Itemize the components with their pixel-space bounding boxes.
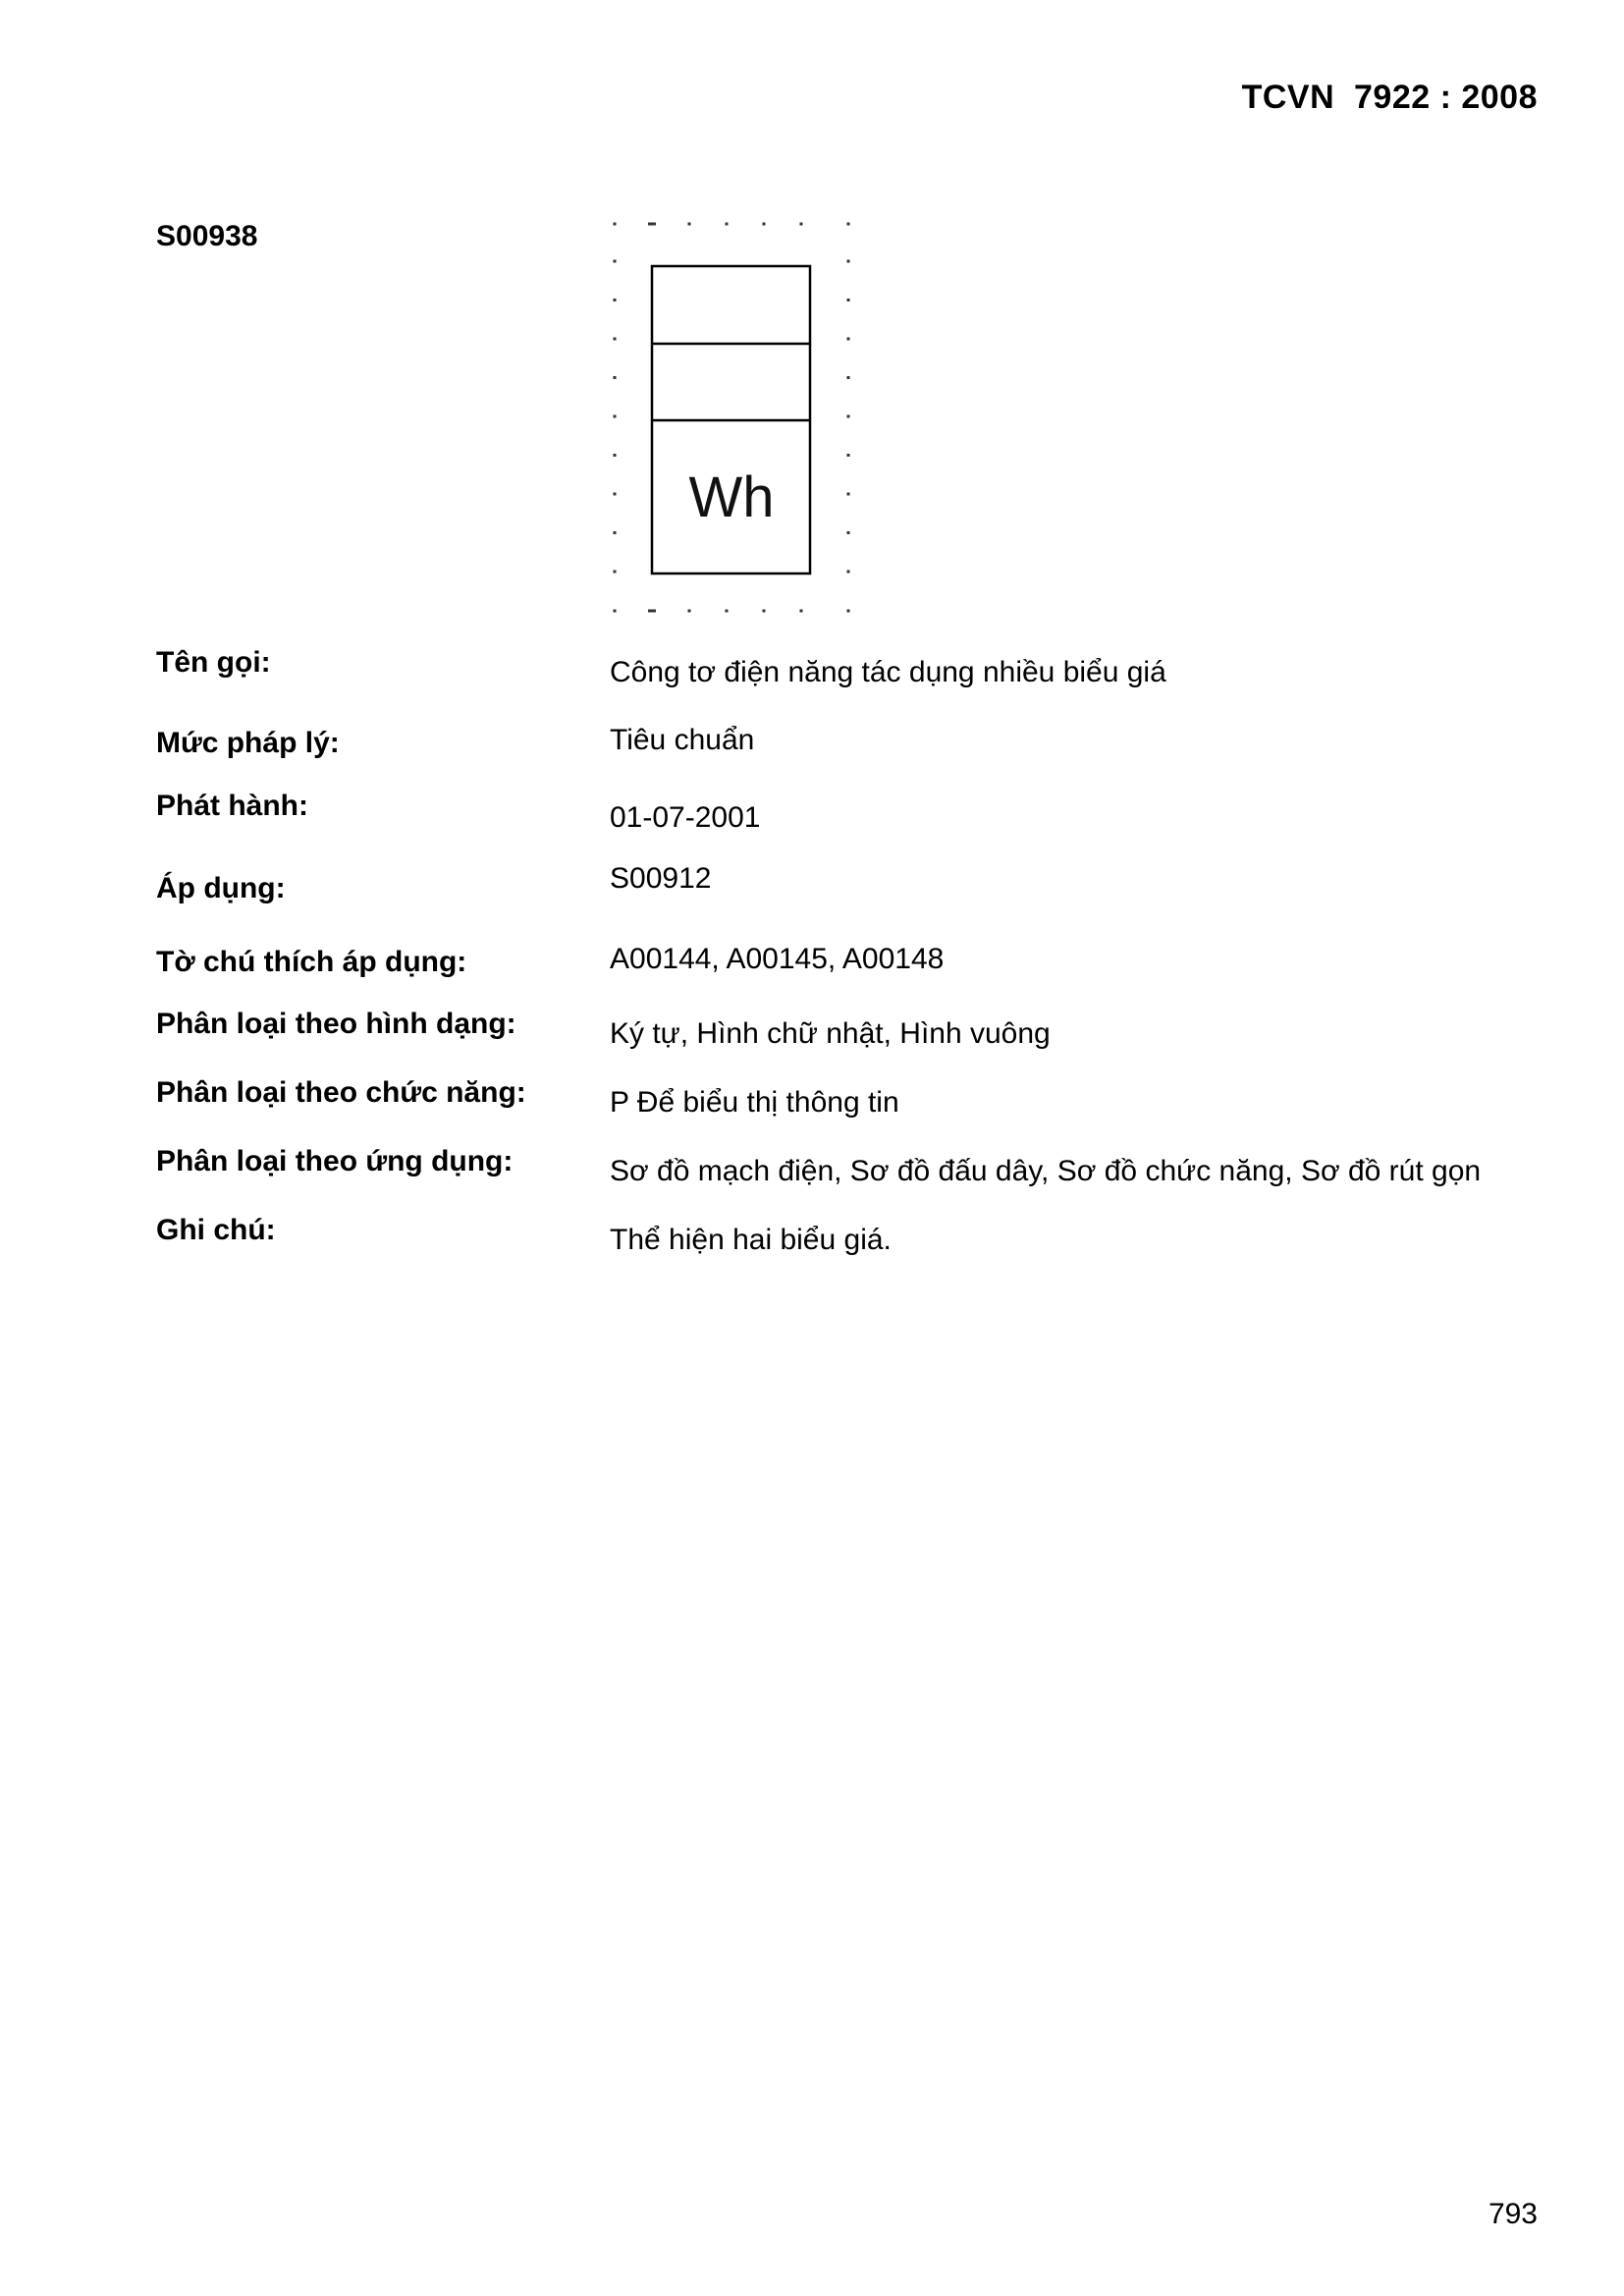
standard-code: TCVN 7922 : 2008 xyxy=(1241,79,1538,116)
grid-dot xyxy=(614,571,617,574)
property-value: Ký tự, Hình chữ nhật, Hình vuông xyxy=(610,1017,1051,1050)
grid-dot xyxy=(847,376,850,379)
property-label: Áp dụng: xyxy=(156,872,286,904)
grid-dot xyxy=(847,493,850,496)
grid-dot xyxy=(847,454,850,457)
property-label: Phân loại theo ứng dụng: xyxy=(156,1145,514,1177)
grid-dot xyxy=(847,338,850,341)
grid-dot xyxy=(847,571,850,574)
property-label: Ghi chú: xyxy=(156,1214,276,1246)
page-number: 793 xyxy=(1488,2198,1538,2230)
grid-dot xyxy=(614,415,617,418)
grid-dot xyxy=(847,223,850,226)
property-label: Phân loại theo hình dạng: xyxy=(156,1008,516,1040)
watt-hour-meter-symbol xyxy=(601,208,866,621)
meter-unit-label: Wh xyxy=(688,465,775,529)
grid-dot xyxy=(648,610,656,613)
grid-dot xyxy=(847,415,850,418)
grid-dot xyxy=(614,338,617,341)
grid-dot xyxy=(763,610,766,613)
grid-dot xyxy=(726,223,729,226)
grid-dot xyxy=(726,610,729,613)
grid-dot xyxy=(614,376,617,379)
property-value: Sơ đồ mạch điện, Sơ đồ đấu dây, Sơ đồ chức năng, Sơ đồ rút gọn xyxy=(610,1155,1482,1187)
property-label: Phân loại theo chức năng: xyxy=(156,1076,526,1109)
property-value: P Để biểu thị thông tin xyxy=(610,1086,899,1119)
property-value: A00144, A00145, A00148 xyxy=(610,943,945,975)
property-value: 01-07-2001 xyxy=(610,801,761,834)
grid-dot xyxy=(614,223,617,226)
grid-dot xyxy=(847,531,850,534)
property-label: Tờ chú thích áp dụng: xyxy=(156,946,467,978)
property-value: Thể hiện hai biểu giá. xyxy=(610,1224,892,1256)
grid-dot xyxy=(800,223,803,226)
grid-dot xyxy=(847,610,850,613)
grid-dot xyxy=(800,610,803,613)
grid-dot xyxy=(763,223,766,226)
property-value: S00912 xyxy=(610,862,712,895)
property-value: Công tơ điện năng tác dụng nhiều biểu giá xyxy=(610,656,1166,688)
grid-dot xyxy=(614,610,617,613)
property-label: Tên gọi: xyxy=(156,646,271,679)
grid-dot xyxy=(614,260,617,263)
grid-dot xyxy=(648,223,656,226)
property-label: Phát hành: xyxy=(156,790,308,822)
grid-dot xyxy=(614,299,617,301)
grid-dot xyxy=(614,531,617,534)
grid-dot xyxy=(688,610,691,613)
symbol-figure xyxy=(601,208,866,621)
grid-dot xyxy=(614,493,617,496)
grid-dot xyxy=(847,299,850,301)
grid-dot xyxy=(847,260,850,263)
grid-dot xyxy=(688,223,691,226)
grid-dots xyxy=(614,223,850,613)
property-value: Tiêu chuẩn xyxy=(610,724,755,756)
property-label: Mức pháp lý: xyxy=(156,727,340,759)
grid-dot xyxy=(614,454,617,457)
symbol-code: S00938 xyxy=(156,220,258,252)
